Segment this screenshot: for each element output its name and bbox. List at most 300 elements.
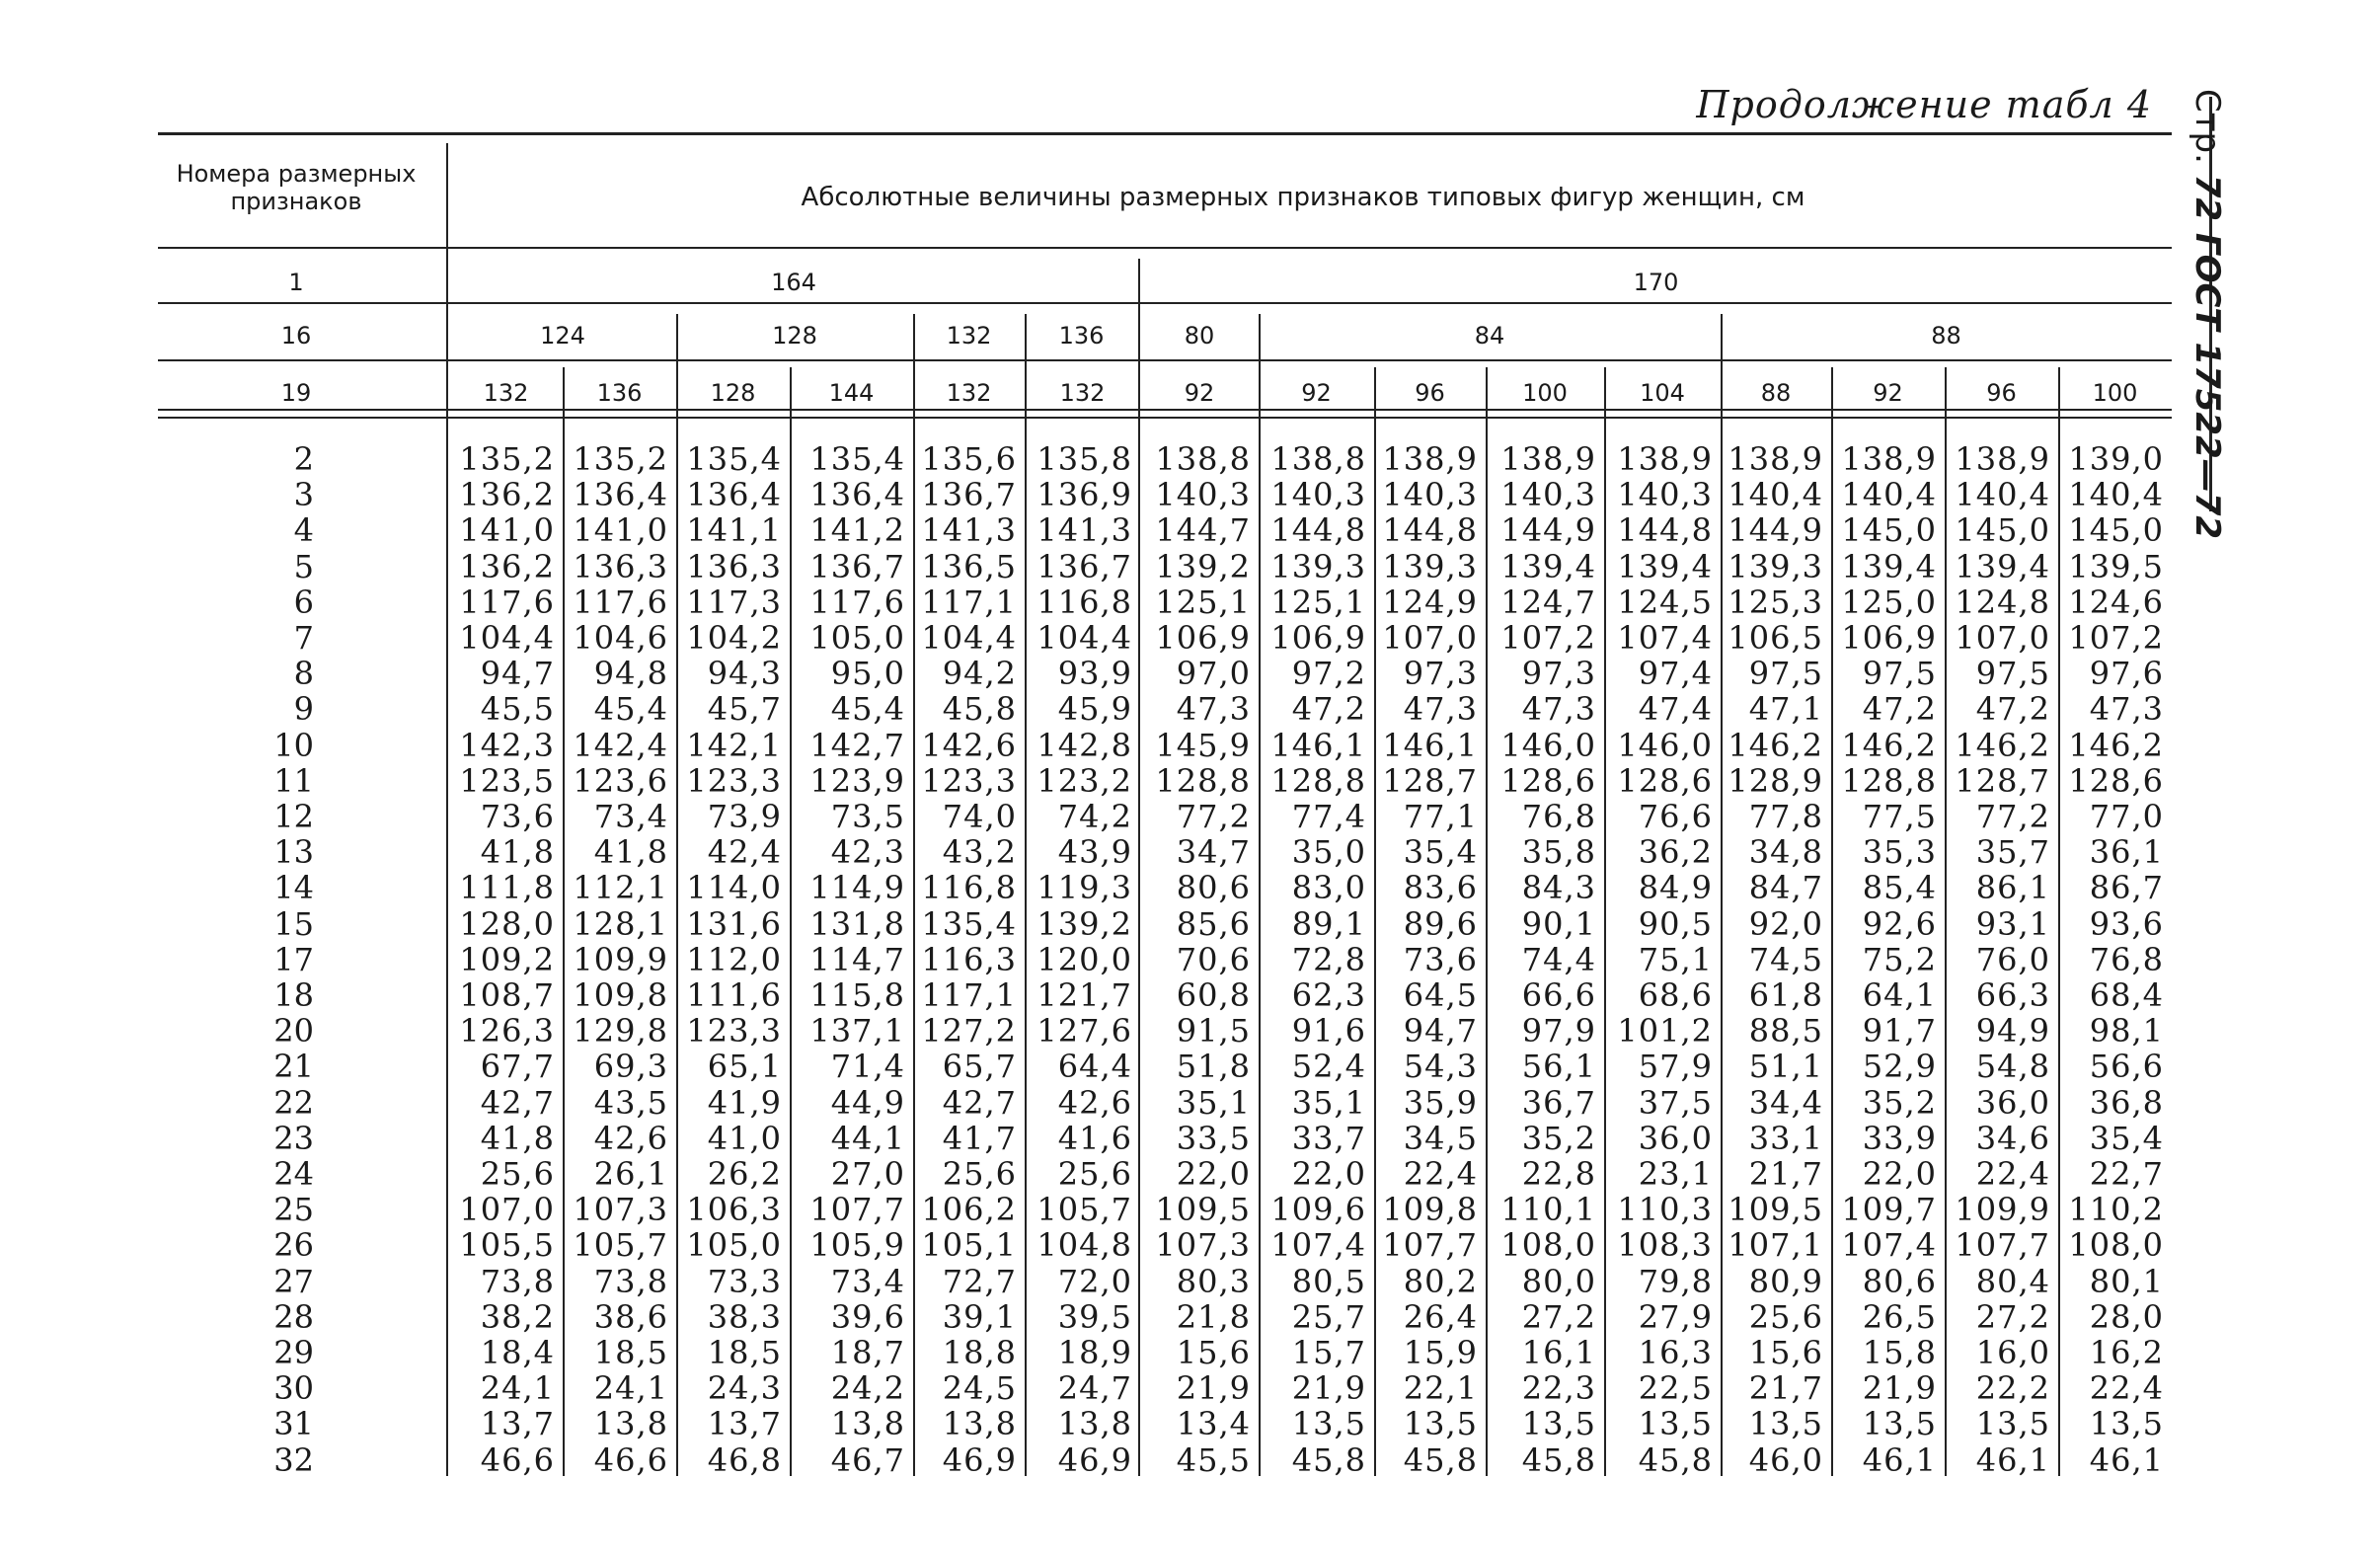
table-cell: 22,2 <box>1975 1369 2050 1407</box>
table-cell: 25,6 <box>1748 1298 1823 1336</box>
table-cell: 93,9 <box>1057 655 1132 692</box>
table-cell: 76,8 <box>2089 941 2164 978</box>
row-label-16: 16 <box>280 322 312 350</box>
table-cell: 114,0 <box>686 869 782 906</box>
table-cell: 136,5 <box>921 548 1017 585</box>
table-cell: 138,9 <box>1500 440 1596 478</box>
table-cell: 123,2 <box>1036 762 1132 800</box>
row-number: 10 <box>273 727 314 764</box>
table-cell: 57,9 <box>1638 1048 1713 1085</box>
table-cell: 94,8 <box>593 655 668 692</box>
row-label-19: 19 <box>280 379 312 407</box>
table-cell: 139,3 <box>1382 548 1478 585</box>
table-cell: 60,8 <box>1176 976 1251 1014</box>
table-cell: 144,9 <box>1500 511 1596 549</box>
table-cell: 36,1 <box>2089 833 2164 871</box>
table-cell: 139,4 <box>1955 548 2050 585</box>
table-cell: 18,7 <box>830 1334 905 1371</box>
table-cell: 43,2 <box>942 833 1017 871</box>
table-cell: 98,1 <box>2089 1012 2164 1050</box>
table-cell: 128,6 <box>1500 762 1596 800</box>
table-cell: 97,3 <box>1521 655 1596 692</box>
table-cell: 46,1 <box>1862 1441 1937 1479</box>
table-cell: 13,5 <box>1521 1405 1596 1442</box>
table-cell: 140,4 <box>1727 476 1823 513</box>
table-cell: 15,8 <box>1862 1334 1937 1371</box>
table-rule <box>158 132 2172 135</box>
table-cell: 77,8 <box>1748 798 1823 835</box>
table-cell: 16,0 <box>1975 1334 2050 1371</box>
table-cell: 47,1 <box>1748 690 1823 728</box>
table-cell: 107,0 <box>1382 619 1478 657</box>
table-cell: 35,8 <box>1521 833 1596 871</box>
table-cell: 47,3 <box>1176 690 1251 728</box>
table-cell: 24,5 <box>942 1369 1017 1407</box>
table-cell: 73,3 <box>707 1263 782 1300</box>
table-cell: 21,9 <box>1291 1369 1366 1407</box>
page-standard-reference: 72 ГОСТ 17522—72 <box>2188 174 2227 540</box>
table-cell: 47,2 <box>1862 690 1937 728</box>
hip-column-header: 92 <box>1301 379 1332 407</box>
table-cell: 106,3 <box>686 1191 782 1228</box>
row-number: 14 <box>273 869 314 906</box>
table-cell: 131,6 <box>686 905 782 943</box>
table-cell: 35,2 <box>1862 1084 1937 1122</box>
table-cell: 74,0 <box>942 798 1017 835</box>
table-cell: 46,1 <box>2089 1441 2164 1479</box>
table-cell: 144,8 <box>1382 511 1478 549</box>
table-cell: 35,1 <box>1176 1084 1251 1122</box>
table-cell: 109,2 <box>459 941 555 978</box>
table-cell: 140,3 <box>1155 476 1251 513</box>
table-cell: 64,5 <box>1403 976 1478 1014</box>
table-cell: 46,9 <box>1057 1441 1132 1479</box>
table-cell: 13,5 <box>1403 1405 1478 1442</box>
table-cell: 23,1 <box>1638 1155 1713 1193</box>
table-rule <box>158 247 2172 249</box>
table-cell: 106,9 <box>1155 619 1251 657</box>
table-cell: 109,8 <box>1382 1191 1478 1228</box>
table-cell: 68,6 <box>1638 976 1713 1014</box>
table-cell: 123,3 <box>686 762 782 800</box>
table-cell: 73,4 <box>830 1263 905 1300</box>
table-cell: 140,4 <box>1955 476 2050 513</box>
table-cell: 135,2 <box>573 440 668 478</box>
table-cell: 88,5 <box>1748 1012 1823 1050</box>
table-cell: 107,7 <box>1955 1226 2050 1264</box>
table-cell: 15,7 <box>1291 1334 1366 1371</box>
table-cell: 27,2 <box>1975 1298 2050 1336</box>
table-cell: 41,8 <box>480 833 555 871</box>
table-cell: 45,8 <box>1403 1441 1478 1479</box>
table-cell: 86,1 <box>1975 869 2050 906</box>
table-cell: 35,7 <box>1975 833 2050 871</box>
hip-column-header: 92 <box>1184 379 1215 407</box>
table-cell: 136,4 <box>573 476 668 513</box>
table-cell: 61,8 <box>1748 976 1823 1014</box>
table-cell: 125,0 <box>1841 584 1937 621</box>
table-cell: 90,1 <box>1521 905 1596 943</box>
table-cell: 84,7 <box>1748 869 1823 906</box>
table-cell: 15,6 <box>1748 1334 1823 1371</box>
table-cell: 117,1 <box>921 584 1017 621</box>
table-cell: 139,3 <box>1270 548 1366 585</box>
table-cell: 105,5 <box>459 1226 555 1264</box>
table-cell: 97,6 <box>2089 655 2164 692</box>
table-cell: 140,4 <box>1841 476 1937 513</box>
table-cell: 91,6 <box>1291 1012 1366 1050</box>
table-cell: 91,5 <box>1176 1012 1251 1050</box>
table-cell: 22,0 <box>1862 1155 1937 1193</box>
table-cell: 138,9 <box>1727 440 1823 478</box>
hip-column-header: 136 <box>596 379 643 407</box>
table-cell: 74,2 <box>1057 798 1132 835</box>
table-cell: 142,6 <box>921 727 1017 764</box>
table-cell: 139,0 <box>2068 440 2164 478</box>
table-cell: 45,8 <box>1638 1441 1713 1479</box>
table-cell: 128,9 <box>1727 762 1823 800</box>
row-number: 8 <box>293 655 314 692</box>
table-cell: 146,1 <box>1270 727 1366 764</box>
table-cell: 75,2 <box>1862 941 1937 978</box>
table-cell: 43,5 <box>593 1084 668 1122</box>
chest-group-header: 80 <box>1184 322 1215 350</box>
table-cell: 45,4 <box>593 690 668 728</box>
table-cell: 36,8 <box>2089 1084 2164 1122</box>
table-cell: 141,3 <box>1036 511 1132 549</box>
table-cell: 145,0 <box>2068 511 2164 549</box>
table-cell: 135,4 <box>686 440 782 478</box>
row-number: 27 <box>273 1263 314 1300</box>
table-cell: 144,7 <box>1155 511 1251 549</box>
row-number: 12 <box>273 798 314 835</box>
table-cell: 101,2 <box>1617 1012 1713 1050</box>
table-cell: 107,2 <box>2068 619 2164 657</box>
table-cell: 21,7 <box>1748 1369 1823 1407</box>
hip-column-header: 100 <box>1522 379 1568 407</box>
table-cell: 71,4 <box>830 1048 905 1085</box>
table-cell: 46,9 <box>942 1441 1017 1479</box>
table-cell: 13,8 <box>1057 1405 1132 1442</box>
table-cell: 114,9 <box>809 869 905 906</box>
table-cell: 140,3 <box>1382 476 1478 513</box>
table-cell: 13,5 <box>1748 1405 1823 1442</box>
table-cell: 117,3 <box>686 584 782 621</box>
table-cell: 73,9 <box>707 798 782 835</box>
table-cell: 41,8 <box>480 1120 555 1157</box>
table-cell: 51,8 <box>1176 1048 1251 1085</box>
table-cell: 43,9 <box>1057 833 1132 871</box>
table-cell: 128,7 <box>1382 762 1478 800</box>
table-cell: 47,3 <box>1521 690 1596 728</box>
table-cell: 16,2 <box>2089 1334 2164 1371</box>
table-cell: 64,4 <box>1057 1048 1132 1085</box>
table-cell: 107,1 <box>1727 1226 1823 1264</box>
table-cell: 97,5 <box>1975 655 2050 692</box>
table-cell: 117,6 <box>459 584 555 621</box>
table-cell: 80,6 <box>1862 1263 1937 1300</box>
table-cell: 37,5 <box>1638 1084 1713 1122</box>
table-cell: 67,7 <box>480 1048 555 1085</box>
table-cell: 104,6 <box>573 619 668 657</box>
table-cell: 42,4 <box>707 833 782 871</box>
table-cell: 73,8 <box>480 1263 555 1300</box>
table-cell: 77,2 <box>1975 798 2050 835</box>
table-cell: 107,2 <box>1500 619 1596 657</box>
table-cell: 127,6 <box>1036 1012 1132 1050</box>
table-cell: 44,9 <box>830 1084 905 1122</box>
table-cell: 105,1 <box>921 1226 1017 1264</box>
table-cell: 107,4 <box>1841 1226 1937 1264</box>
table-cell: 38,2 <box>480 1298 555 1336</box>
table-cell: 110,1 <box>1500 1191 1596 1228</box>
table-cell: 34,7 <box>1176 833 1251 871</box>
table-cell: 22,4 <box>1975 1155 2050 1193</box>
table-cell: 112,1 <box>573 869 668 906</box>
table-cell: 138,9 <box>1841 440 1937 478</box>
table-cell: 124,6 <box>2068 584 2164 621</box>
table-cell: 68,4 <box>2089 976 2164 1014</box>
table-cell: 83,0 <box>1291 869 1366 906</box>
hip-column-header: 104 <box>1640 379 1685 407</box>
table-cell: 27,2 <box>1521 1298 1596 1336</box>
table-cell: 66,3 <box>1975 976 2050 1014</box>
table-cell: 21,7 <box>1748 1155 1823 1193</box>
table-cell: 114,7 <box>809 941 905 978</box>
chest-group-header: 132 <box>946 322 992 350</box>
table-cell: 105,7 <box>1036 1191 1132 1228</box>
table-cell: 105,0 <box>686 1226 782 1264</box>
table-cell: 34,6 <box>1975 1120 2050 1157</box>
table-cell: 56,1 <box>1521 1048 1596 1085</box>
table-cell: 65,1 <box>707 1048 782 1085</box>
table-cell: 18,4 <box>480 1334 555 1371</box>
table-cell: 41,6 <box>1057 1120 1132 1157</box>
table-cell: 44,1 <box>830 1120 905 1157</box>
row-number: 2 <box>293 440 314 478</box>
table-cell: 13,7 <box>707 1405 782 1442</box>
table-cell: 128,6 <box>1617 762 1713 800</box>
row-number: 13 <box>273 833 314 871</box>
table-cell: 73,6 <box>1403 941 1478 978</box>
table-cell: 123,3 <box>686 1012 782 1050</box>
table-cell: 145,0 <box>1955 511 2050 549</box>
table-cell: 45,9 <box>1057 690 1132 728</box>
table-cell: 125,1 <box>1270 584 1366 621</box>
table-cell: 94,7 <box>480 655 555 692</box>
table-cell: 107,3 <box>1155 1226 1251 1264</box>
table-cell: 42,7 <box>480 1084 555 1122</box>
table-cell: 90,5 <box>1638 905 1713 943</box>
table-cell: 136,4 <box>809 476 905 513</box>
table-cell: 80,5 <box>1291 1263 1366 1300</box>
table-cell: 97,5 <box>1748 655 1823 692</box>
table-cell: 26,5 <box>1862 1298 1937 1336</box>
table-cell: 146,1 <box>1382 727 1478 764</box>
hip-column-header: 96 <box>1415 379 1445 407</box>
table-cell: 35,9 <box>1403 1084 1478 1122</box>
table-cell: 77,4 <box>1291 798 1366 835</box>
table-cell: 22,0 <box>1291 1155 1366 1193</box>
table-cell: 33,7 <box>1291 1120 1366 1157</box>
table-cell: 123,9 <box>809 762 905 800</box>
chest-group-header: 84 <box>1474 322 1505 350</box>
table-cell: 13,7 <box>480 1405 555 1442</box>
table-cell: 139,4 <box>1500 548 1596 585</box>
table-cell: 75,1 <box>1638 941 1713 978</box>
table-cell: 144,8 <box>1270 511 1366 549</box>
hip-column-header: 100 <box>2092 379 2138 407</box>
table-cell: 35,1 <box>1291 1084 1366 1122</box>
table-cell: 106,2 <box>921 1191 1017 1228</box>
table-cell: 116,3 <box>921 941 1017 978</box>
table-cell: 139,4 <box>1841 548 1937 585</box>
chest-group-header: 88 <box>1931 322 1961 350</box>
table-cell: 45,8 <box>942 690 1017 728</box>
table-cell: 42,3 <box>830 833 905 871</box>
table-cell: 21,8 <box>1176 1298 1251 1336</box>
table-cell: 73,8 <box>593 1263 668 1300</box>
table-cell: 104,4 <box>1036 619 1132 657</box>
table-cell: 136,7 <box>921 476 1017 513</box>
row-number: 4 <box>293 511 314 549</box>
table-cell: 38,3 <box>707 1298 782 1336</box>
table-cell: 83,6 <box>1403 869 1478 906</box>
table-cell: 73,4 <box>593 798 668 835</box>
table-cell: 142,8 <box>1036 727 1132 764</box>
table-cell: 45,7 <box>707 690 782 728</box>
table-cell: 13,5 <box>1291 1405 1366 1442</box>
table-cell: 93,6 <box>2089 905 2164 943</box>
table-cell: 34,8 <box>1748 833 1823 871</box>
table-cell: 116,8 <box>921 869 1017 906</box>
table-cell: 24,1 <box>480 1369 555 1407</box>
table-cell: 106,5 <box>1727 619 1823 657</box>
table-cell: 34,5 <box>1403 1120 1478 1157</box>
table-rule <box>446 143 448 1476</box>
chest-group-header: 128 <box>772 322 817 350</box>
row-number: 22 <box>273 1084 314 1122</box>
table-cell: 38,6 <box>593 1298 668 1336</box>
table-cell: 24,2 <box>830 1369 905 1407</box>
table-cell: 76,8 <box>1521 798 1596 835</box>
table-cell: 94,7 <box>1403 1012 1478 1050</box>
table-cell: 15,9 <box>1403 1334 1478 1371</box>
table-cell: 94,2 <box>942 655 1017 692</box>
table-cell: 62,3 <box>1291 976 1366 1014</box>
hip-column-header: 92 <box>1873 379 1903 407</box>
table-cell: 84,3 <box>1521 869 1596 906</box>
table-cell: 139,3 <box>1727 548 1823 585</box>
table-cell: 107,4 <box>1617 619 1713 657</box>
table-cell: 125,3 <box>1727 584 1823 621</box>
table-cell: 77,0 <box>2089 798 2164 835</box>
row-number: 30 <box>273 1369 314 1407</box>
row-label-1: 1 <box>288 269 304 296</box>
table-cell: 140,3 <box>1617 476 1713 513</box>
table-cell: 22,8 <box>1521 1155 1596 1193</box>
table-cell: 145,0 <box>1841 511 1937 549</box>
table-cell: 16,3 <box>1638 1334 1713 1371</box>
table-cell: 13,5 <box>2089 1405 2164 1442</box>
table-cell: 97,9 <box>1521 1012 1596 1050</box>
row-number: 26 <box>273 1226 314 1264</box>
table-cell: 97,5 <box>1862 655 1937 692</box>
row-number: 18 <box>273 976 314 1014</box>
table-cell: 46,8 <box>707 1441 782 1479</box>
table-cell: 106,9 <box>1841 619 1937 657</box>
table-cell: 144,8 <box>1617 511 1713 549</box>
table-cell: 21,9 <box>1176 1369 1251 1407</box>
table-cell: 25,7 <box>1291 1298 1366 1336</box>
hip-column-header: 132 <box>1059 379 1106 407</box>
table-cell: 26,4 <box>1403 1298 1478 1336</box>
table-cell: 24,3 <box>707 1369 782 1407</box>
table-cell: 80,6 <box>1176 869 1251 906</box>
table-cell: 42,6 <box>1057 1084 1132 1122</box>
table-cell: 110,3 <box>1617 1191 1713 1228</box>
table-cell: 128,8 <box>1841 762 1937 800</box>
height-group-header: 170 <box>1633 269 1679 296</box>
table-cell: 117,6 <box>573 584 668 621</box>
table-cell: 22,7 <box>2089 1155 2164 1193</box>
row-number: 20 <box>273 1012 314 1050</box>
table-cell: 128,1 <box>573 905 668 943</box>
table-cell: 139,2 <box>1155 548 1251 585</box>
table-cell: 35,2 <box>1521 1120 1596 1157</box>
row-number: 17 <box>273 941 314 978</box>
table-cell: 36,0 <box>1638 1120 1713 1157</box>
table-cell: 66,6 <box>1521 976 1596 1014</box>
table-cell: 146,0 <box>1500 727 1596 764</box>
table-cell: 128,0 <box>459 905 555 943</box>
table-cell: 107,0 <box>1955 619 2050 657</box>
table-cell: 25,6 <box>480 1155 555 1193</box>
table-cell: 80,9 <box>1748 1263 1823 1300</box>
hip-column-header: 128 <box>710 379 756 407</box>
table-cell: 116,8 <box>1036 584 1132 621</box>
table-cell: 91,7 <box>1862 1012 1937 1050</box>
table-cell: 135,4 <box>809 440 905 478</box>
table-cell: 84,9 <box>1638 869 1713 906</box>
table-cell: 39,6 <box>830 1298 905 1336</box>
table-cell: 124,7 <box>1500 584 1596 621</box>
table-cell: 28,0 <box>2089 1298 2164 1336</box>
table-cell: 121,7 <box>1036 976 1132 1014</box>
table-cell: 106,9 <box>1270 619 1366 657</box>
table-cell: 77,2 <box>1176 798 1251 835</box>
table-cell: 95,0 <box>830 655 905 692</box>
height-group-header: 164 <box>771 269 816 296</box>
hip-column-header: 96 <box>1986 379 2017 407</box>
table-cell: 76,0 <box>1975 941 2050 978</box>
table-cell: 93,1 <box>1975 905 2050 943</box>
table-cell: 18,5 <box>593 1334 668 1371</box>
table-cell: 21,9 <box>1862 1369 1937 1407</box>
table-cell: 41,9 <box>707 1084 782 1122</box>
table-cell: 142,4 <box>573 727 668 764</box>
table-cell: 72,0 <box>1057 1263 1132 1300</box>
table-cell: 112,0 <box>686 941 782 978</box>
table-cell: 72,7 <box>942 1263 1017 1300</box>
table-cell: 141,2 <box>809 511 905 549</box>
table-cell: 45,8 <box>1521 1441 1596 1479</box>
table-cell: 80,4 <box>1975 1263 2050 1300</box>
table-cell: 13,4 <box>1176 1405 1251 1442</box>
table-cell: 47,3 <box>2089 690 2164 728</box>
table-cell: 45,8 <box>1291 1441 1366 1479</box>
table-cell: 33,5 <box>1176 1120 1251 1157</box>
